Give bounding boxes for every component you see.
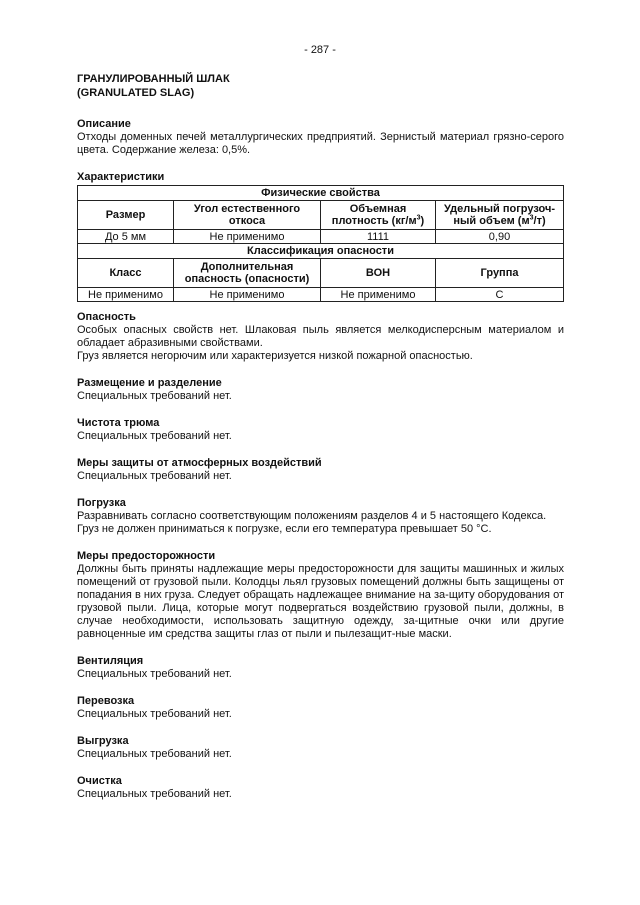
section-heading: Меры защиты от атмосферных воздействий: [77, 457, 322, 469]
title-block: [77, 72, 564, 100]
section-text: Специальных требований нет.: [77, 430, 232, 442]
class-value: Не применимо: [78, 288, 174, 302]
section-heading: Чистота трюма: [77, 417, 160, 429]
document-body: [77, 72, 564, 801]
subsidiary-value: Не применимо: [174, 288, 321, 302]
section-hold-cleanliness: [77, 417, 564, 443]
physical-properties-band: Физические свойства: [78, 186, 564, 201]
section-heading: Очистка: [77, 775, 122, 787]
section-heading: Размещение и разделение: [77, 377, 222, 389]
col-angle-header: Угол естественного откоса: [174, 201, 321, 230]
mhb-value: Не применимо: [321, 288, 436, 302]
section-text: Груз является негорючим или характеризуется низкой пожарной опасностью.: [77, 350, 473, 362]
section-weather-precautions: [77, 457, 564, 483]
section-clean-up: [77, 775, 564, 801]
col-size-header: Размер: [78, 201, 174, 230]
section-heading: Выгрузка: [77, 735, 129, 747]
col-density-header: Объемная плотность $(кг/м^3)$: [321, 201, 436, 230]
col-group-header: Группа: [436, 259, 564, 288]
hazard-classification-band: Классификация опасности: [78, 244, 564, 259]
group-value: С: [436, 288, 564, 302]
section-heading: Вентиляция: [77, 655, 144, 667]
col-stowage-header: Удельный погрузоч-ный объем $(м^3/т)$: [436, 201, 564, 230]
size-value: До 5 мм: [78, 230, 174, 244]
stowage-value: 0,90: [436, 230, 564, 244]
col-mhb-header: ВОН: [321, 259, 436, 288]
section-characteristics: [77, 171, 564, 302]
section-discharge: [77, 735, 564, 761]
col-class-header: Класс: [78, 259, 174, 288]
section-heading: Погрузка: [77, 497, 126, 509]
section-text: Особых опасных свойств нет. Шлаковая пыль является мелкодисперсным материалом и обладает абразивными свойствами.: [77, 324, 564, 349]
col-subsidiary-header: Дополнительная опасность (опасности): [174, 259, 321, 288]
section-text: Специальных требований нет.: [77, 788, 232, 800]
section-hazard: [77, 311, 564, 363]
title-en: (GRANULATED SLAG): [77, 87, 195, 99]
section-text: Специальных требований нет.: [77, 390, 232, 402]
section-carriage: [77, 695, 564, 721]
section-heading: Меры предосторожности: [77, 550, 216, 562]
angle-value: Не применимо: [174, 230, 321, 244]
section-text: Специальных требований нет.: [77, 708, 232, 720]
section-text: Разравнивать согласно соответствующим положениям разделов 4 и 5 настоящего Кодекса.: [77, 510, 547, 522]
section-stowage-segregation: [77, 377, 564, 403]
title-ru: ГРАНУЛИРОВАННЫЙ ШЛАК: [77, 73, 230, 85]
section-text: Специальных требований нет.: [77, 470, 232, 482]
section-heading: Характеристики: [77, 171, 165, 183]
section-precautions: [77, 550, 564, 641]
section-text: Специальных требований нет.: [77, 668, 232, 680]
page-number: - 287 -: [304, 44, 336, 56]
section-text: Специальных требований нет.: [77, 748, 232, 760]
section-heading: Описание: [77, 118, 131, 130]
section-ventilation: [77, 655, 564, 681]
section-text: Отходы доменных печей металлургических предприятий. Зернистый материал грязно-серого цвета. Содержание железа: 0,5%.: [77, 131, 564, 156]
section-heading: Перевозка: [77, 695, 135, 707]
section-heading: Опасность: [77, 311, 136, 323]
section-text: Груз не должен приниматься к погрузке, если его температура превышает 50 °С.: [77, 523, 492, 535]
properties-table: [77, 185, 564, 302]
section-text: Должны быть приняты надлежащие меры предосторожности для защиты машинных и жилых помещений от грузовой пыли. Колодцы льял грузовых помещений должны быть защищены от попадания в них груза. Следует обращать надлежащее внимание на за-щиту оборудования от грузовой пыли. Лица, которые могут подвергаться воздействию грузовой пыли, должны, в случае необходимости, использовать защитную одежду, за-щитные очки или другие равноценные им средства защиты глаз от пыли и пылезащит-ные маски.: [77, 563, 564, 640]
density-value: 1111: [321, 230, 436, 244]
section-loading: [77, 497, 564, 536]
section-description: [77, 118, 564, 157]
